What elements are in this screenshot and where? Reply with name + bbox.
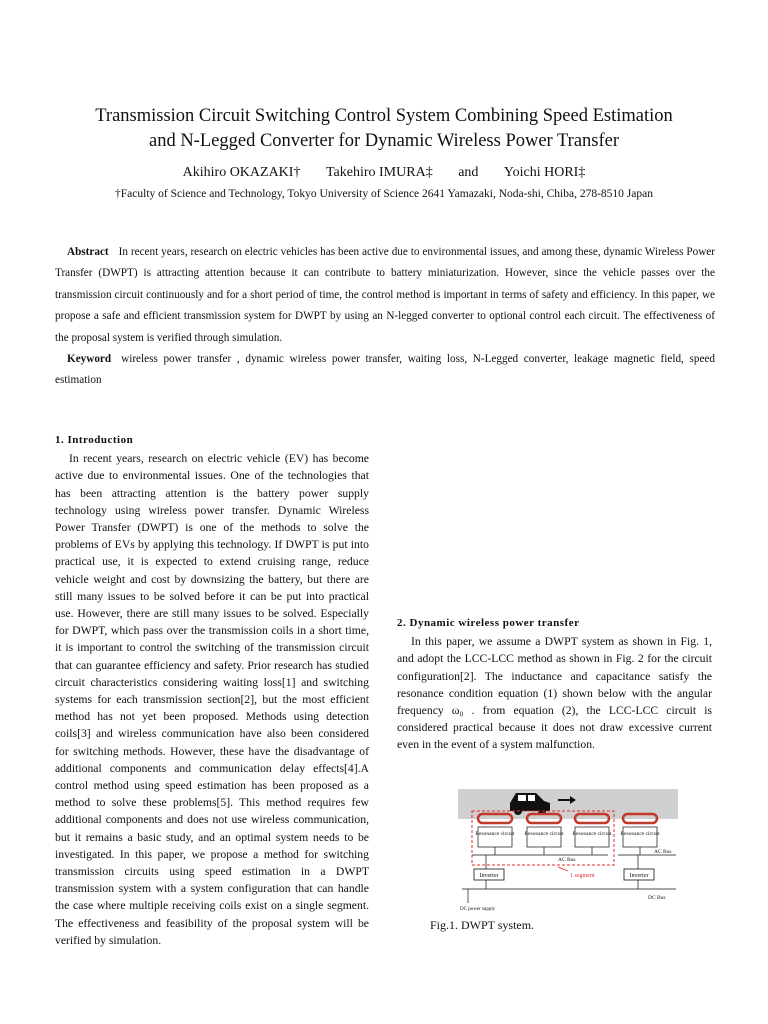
ac-bus-label-2: AC Bus [654, 849, 672, 855]
resonance-label-3: Resonance circuit [572, 831, 612, 837]
section-2-heading: 2. Dynamic wireless power transfer [397, 617, 580, 629]
section-1-body: In recent years, research on electric vehicle (EV) has become active due to environmental issues. One of the technologies that has been attracting attention is the battery power supply technology using wireless power transfer. Dynamic Wireless Power Transfer (DWPT) is one of the methods to solve the problems of EVs by applying this technology. If DWPT is put into practical use, it is expected to extend cruising range, reduce vehicle weight and cost by downsizing the battery, but there are still many issues to be solved before it can be put into practical use. However, there are still many issues to be solved. Especially for DWPT, which pass over the transmission coils in a short time, it is important to control the switching of the transmission circuit that can guarantee efficiency and safety. Prior research has studied circuit characteristics considering waiting loss[1] and switching systems for each transmission section[2], but the most efficient method has not yet been proposed. Methods using detection coils[3] and wireless communication have also been considered for switching methods. However, these have the disadvantage of additional components and communication delay effects[4].A control method using speed estimation has been proposed as a method to solve these problems[5]. This method requires few additional components and does not use wireless communication, but it remains a basic study, and an optimal system needs to be investigated. In this paper, we propose a method for switching transmission circuits using speed estimation in a DWPT transmission system with a system configuration that can handle the case where multiple receiving coils exist on a single segment. The effectiveness and feasibility of the proposal system will be verified by simulation. [55, 452, 369, 947]
keyword-label: Keyword [67, 353, 112, 366]
paper-title [40, 104, 728, 154]
dc-bus-label: DC Bus [648, 895, 666, 901]
segment-label: 1 segment [570, 873, 595, 879]
resonance-circuits [475, 827, 660, 847]
right-column [397, 430, 712, 754]
section-1-heading: 1. Introduction [55, 434, 134, 446]
inverter-label-2: Inverter [629, 873, 649, 879]
title-line-2: and N-Legged Converter for Dynamic Wireless Power Transfer [148, 131, 620, 151]
abstract-paragraph [55, 242, 715, 349]
author-3: Yoichi HORI‡ [503, 165, 586, 180]
dwpt-system-figure [458, 789, 678, 913]
author-list [40, 164, 728, 182]
ac-bus-label-1: AC Bus [558, 857, 576, 863]
author-2: Takehiro IMURA‡ [325, 165, 433, 180]
abstract-block [55, 242, 715, 392]
inverters [474, 869, 654, 880]
column-continuation-space [397, 430, 712, 600]
section-2-body: In this paper, we assume a DWPT system as shown in Fig. 1, and adopt the LCC-LCC method as shown in Fig. 2 for the circuit configuration[2]. The inductance and capacitance satisfy the resonance condition equation (1) shown below with the angular frequency ω₀ . from equation (2), the LCC-LCC circuit is considered practical because it does not draw excessive current even in the event of a system malfunction. [397, 635, 712, 752]
author-conjunction: and [458, 165, 479, 180]
resonance-label-4: Resonance circuit [620, 831, 660, 837]
abstract-label: Abstract [67, 246, 109, 258]
title-line-1: Transmission Circuit Switching Control System Combining Speed Estimation [95, 106, 673, 126]
left-column [55, 432, 369, 949]
resonance-label-1: Resonance circuit [475, 831, 515, 837]
affiliation: †Faculty of Science and Technology, Tokyo University of Science 2641 Yamazaki, Noda-shi, Chiba, 278-8510 Japan [115, 188, 653, 200]
figure-1-caption: Fig.1. DWPT system. [429, 918, 535, 932]
dc-supply-label: DC power supply [460, 907, 496, 912]
keyword-text: wireless power transfer , dynamic wireless power transfer, waiting loss, N-Legged converter, leakage magnetic field, speed estimation [55, 353, 715, 387]
keyword-paragraph [55, 349, 715, 392]
abstract-text: In recent years, research on electric vehicles has been active due to environmental issues, and among these, dynamic Wireless Power Transfer (DWPT) is attracting attention because it can contribute to battery miniaturization. However, since the vehicle passes over the transmission circuit continuously and for a short period of time, the control method is important in terms of safety and efficiency. In this paper, we propose a safe and efficient transmission system for DWPT by using an N-legged converter to optional control each circuit. The effectiveness of the proposal system is verified through simulation. [55, 246, 715, 344]
author-1: Akihiro OKAZAKI† [182, 165, 301, 180]
inverter-label-1: Inverter [479, 873, 499, 879]
resonance-label-2: Resonance circuit [524, 831, 564, 837]
segment-pointer [558, 867, 568, 871]
